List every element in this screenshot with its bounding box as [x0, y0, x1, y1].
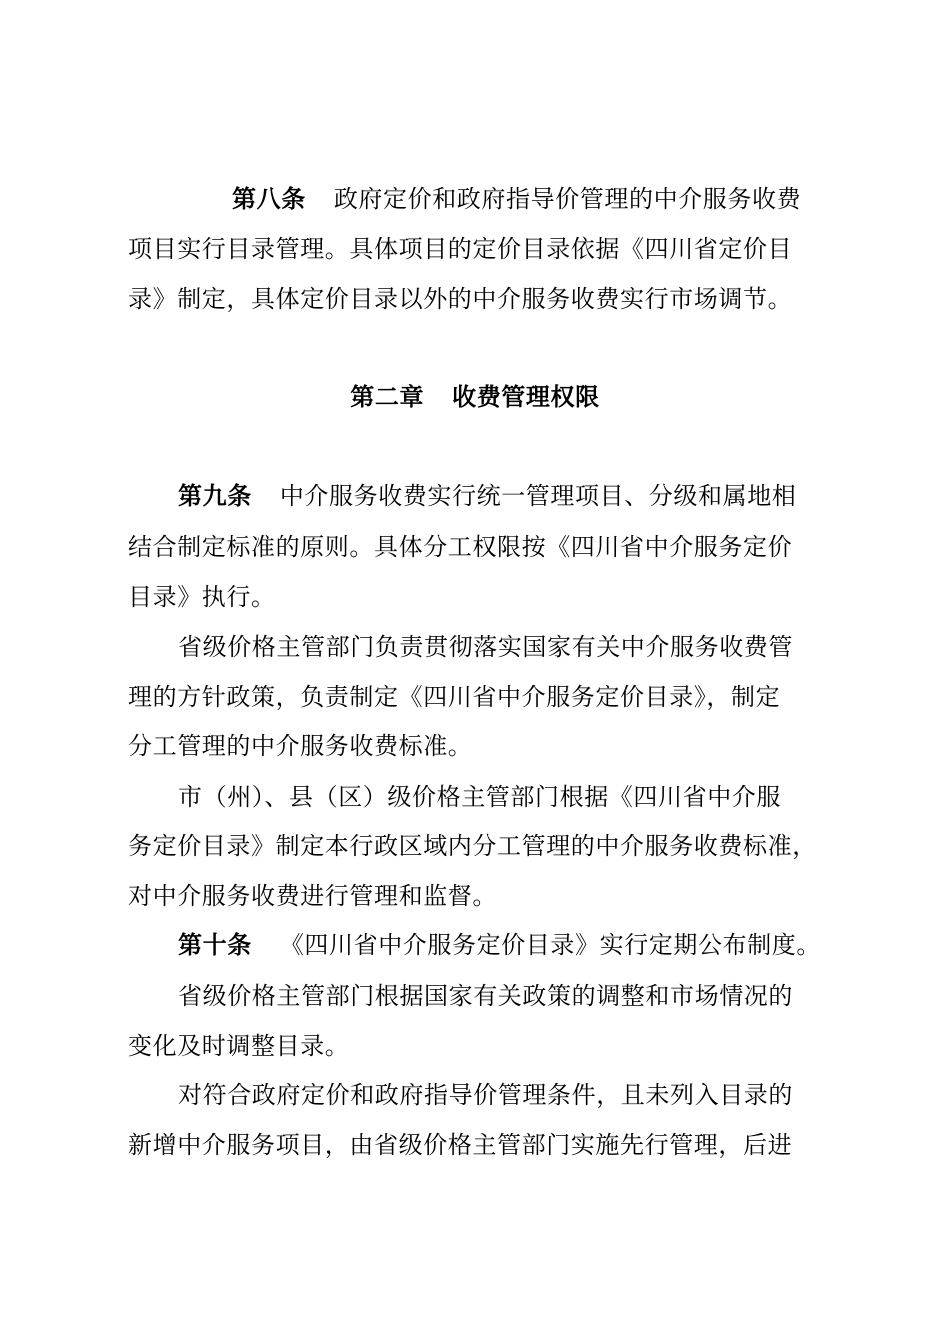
article-10-text: 《四川省中介服务定价目录》实行定期公布制度。 — [279, 931, 822, 959]
chapter-2-number: 第二章 — [350, 382, 425, 411]
article-8-line-3: 录》制定，具体定价目录以外的中介服务收费实行市场调节。 — [128, 285, 793, 313]
para-provincial-line-3: 分工管理的中介服务收费标准。 — [128, 732, 473, 760]
chapter-2-heading — [0, 382, 950, 412]
para-adjust-line-2: 变化及时调整目录。 — [128, 1032, 350, 1060]
para-city-line-2: 务定价目录》制定本行政区域内分工管理的中介服务收费标准， — [128, 832, 817, 860]
article-9-line-3: 目录》执行。 — [128, 583, 276, 611]
para-city-line-1: 市（州）、县（区）级价格主管部门根据《四川省中介服 — [178, 783, 781, 811]
chapter-2-title: 收费管理权限 — [452, 382, 600, 411]
article-8-line-2: 项目实行目录管理。具体项目的定价目录依据《四川省定价目 — [128, 235, 793, 263]
para-provincial-line-1: 省级价格主管部门负责贯彻落实国家有关中介服务收费管 — [178, 633, 793, 661]
article-9-text: 中介服务收费实行统一管理项目、分级和属地相 — [279, 482, 797, 510]
article-10-line-1 — [178, 930, 878, 960]
para-new-line-2: 新增中介服务项目，由省级价格主管部门实施先行管理，后进 — [128, 1131, 793, 1159]
article-8-line-1 — [232, 184, 932, 214]
article-9-line-1 — [178, 481, 878, 511]
para-adjust-line-1: 省级价格主管部门根据国家有关政策的调整和市场情况的 — [178, 982, 793, 1010]
para-new-line-1: 对符合政府定价和政府指导价管理条件，且未列入目录的 — [178, 1081, 793, 1109]
para-provincial-line-2: 理的方针政策，负责制定《四川省中介服务定价目录》，制定 — [128, 683, 781, 711]
article-10-title: 第十条 — [178, 930, 252, 959]
article-8-text: 政府定价和政府指导价管理的中介服务收费 — [333, 185, 802, 213]
article-9-title: 第九条 — [178, 481, 252, 510]
para-city-line-3: 对中介服务收费进行管理和监督。 — [128, 882, 497, 910]
article-8-title: 第八条 — [232, 184, 306, 213]
article-9-line-2: 结合制定标准的原则。具体分工权限按《四川省中介服务定价 — [128, 533, 793, 561]
